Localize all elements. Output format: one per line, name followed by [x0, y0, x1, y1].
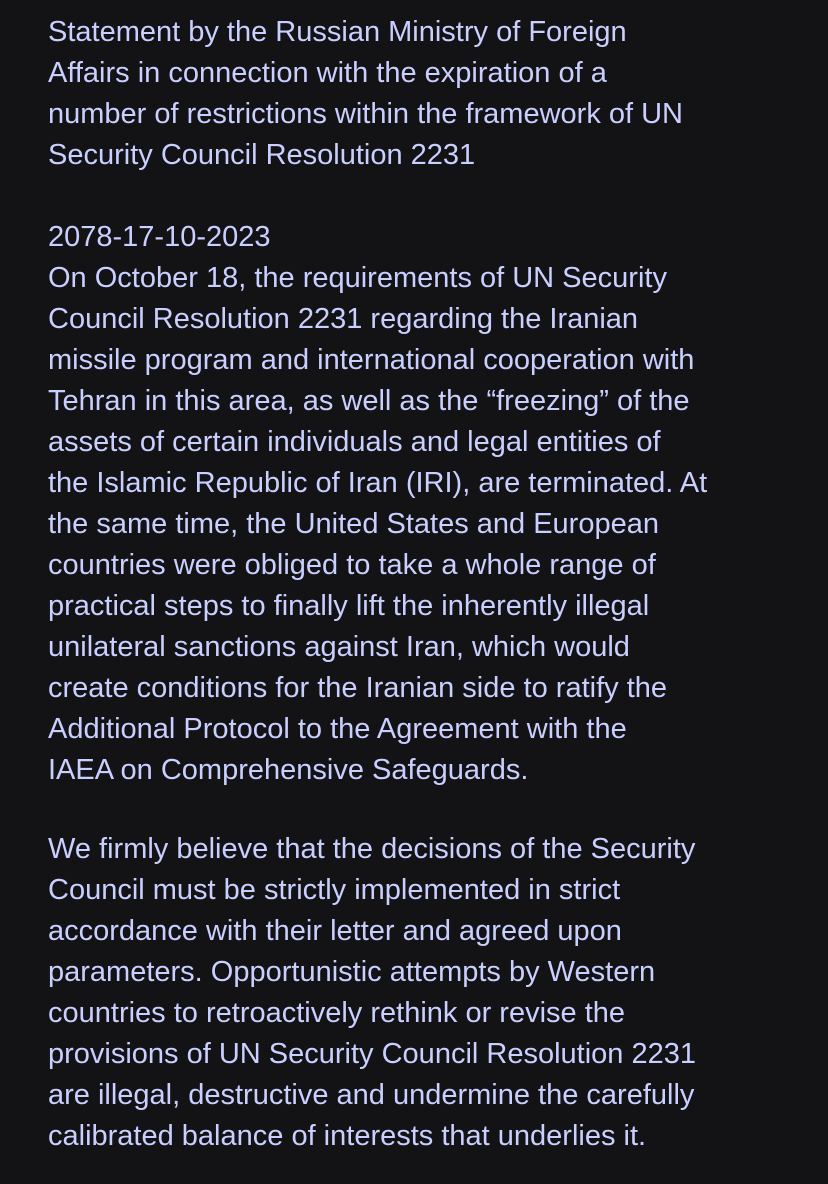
- paragraph-2-line: countries to retroactively rethink or revise the: [48, 997, 626, 1029]
- paragraph-1-line: countries were obliged to take a whole range of: [48, 549, 656, 581]
- paragraph-2-line: provisions of UN Security Council Resolution 2231: [48, 1038, 696, 1070]
- paragraph-1-line: the Islamic Republic of Iran (IRI), are terminated. At: [48, 467, 708, 499]
- paragraph-1-line: missile program and international cooperation with: [48, 344, 695, 376]
- paragraph-1-line: practical steps to finally lift the inherently illegal: [48, 590, 650, 622]
- paragraph-1-line: Tehran in this area, as well as the “freezing” of the: [48, 385, 690, 417]
- paragraph-2-line: We firmly believe that the decisions of the Security: [48, 833, 696, 865]
- title-line: Affairs in connection with the expiration of a: [48, 57, 607, 89]
- paragraph-2-line: calibrated balance of interests that underlies it.: [48, 1120, 647, 1152]
- paragraph-1-line: create conditions for the Iranian side to ratify the: [48, 672, 668, 704]
- paragraph-1-line: assets of certain individuals and legal entities of: [48, 426, 661, 458]
- paragraph-1-line: Additional Protocol to the Agreement with the: [48, 713, 627, 745]
- title-line: Statement by the Russian Ministry of Foreign: [48, 16, 627, 48]
- paragraph-1-line: Council Resolution 2231 regarding the Iranian: [48, 303, 639, 335]
- paragraph-2-line: Council must be strictly implemented in strict: [48, 874, 621, 906]
- title-line: Security Council Resolution 2231: [48, 139, 476, 171]
- paragraph-1-line: On October 18, the requirements of UN Security: [48, 262, 667, 294]
- paragraph-2-line: are illegal, destructive and undermine the carefully: [48, 1079, 695, 1111]
- document-number: 2078-17-10-2023: [48, 221, 271, 253]
- paragraph-2-line: parameters. Opportunistic attempts by Western: [48, 956, 656, 988]
- title-line: number of restrictions within the framework of UN: [48, 98, 683, 130]
- paragraph-1-line: unilateral sanctions against Iran, which would: [48, 631, 630, 663]
- paragraph-2-line: accordance with their letter and agreed upon: [48, 915, 622, 947]
- paragraph-1-line: IAEA on Comprehensive Safeguards.: [48, 754, 529, 786]
- paragraph-1-line: the same time, the United States and European: [48, 508, 659, 540]
